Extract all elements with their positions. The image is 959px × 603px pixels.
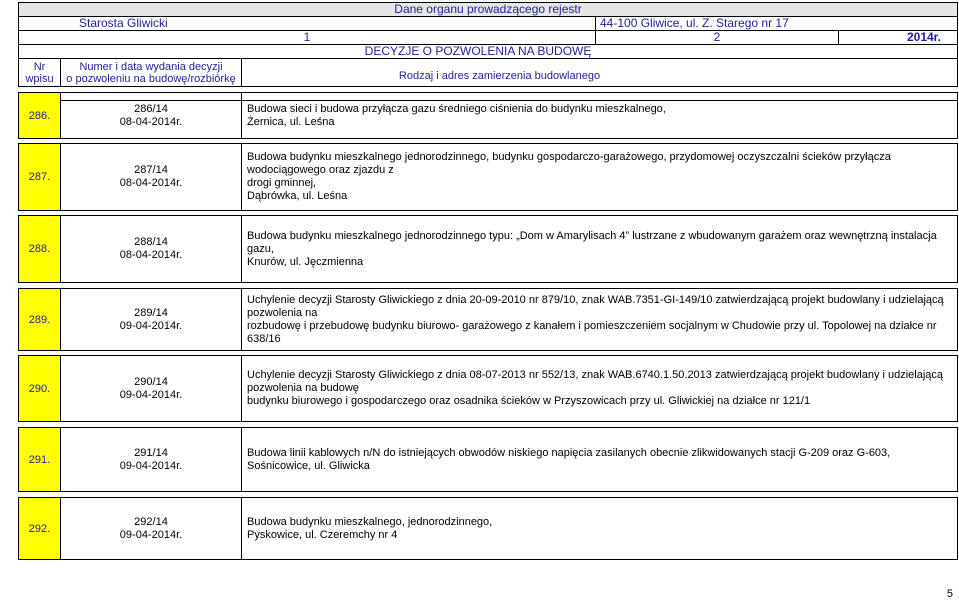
entry-nr: 292. (19, 498, 61, 560)
entry-date: 09-04-2014r. (119, 388, 183, 401)
entry-date: 08-04-2014r. (119, 177, 183, 189)
entry-decision (61, 144, 242, 211)
entry-row (18, 92, 958, 139)
entry-desc-line1: Budowa sieci i budowa przyłącza gazu średniego ciśnienia do budynku mieszkalnego, (247, 102, 666, 115)
entry-date: 09-04-2014r. (119, 319, 183, 332)
entry-description (242, 93, 958, 139)
entry-nr: 290. (19, 356, 61, 422)
entry-row (18, 215, 958, 283)
entry-nr: 288. (19, 216, 61, 283)
entry-decision (61, 428, 242, 492)
entry-desc-line2: drogi gminnej, (247, 177, 317, 189)
entry-desc-line2: Pyskowice, ul. Czeremchy nr 4 (247, 528, 398, 541)
entry-decision (61, 93, 242, 139)
entry-decision (61, 356, 242, 422)
entry-row (18, 355, 958, 422)
entry-date: 08-04-2014r. (119, 249, 183, 261)
entry-desc-line1: Budowa linii kablowych n/N do istniejących obwodów niskiego napięcia zasilanych obecnie zlikwidowanych stacji G-209 oraz G-603, (247, 446, 891, 459)
entry-number: 288/14 (134, 236, 168, 248)
entry-decision (61, 289, 242, 351)
entry-row (18, 288, 958, 351)
entry-number: 289/14 (134, 306, 168, 319)
page-number: 5 (946, 588, 953, 600)
entry-desc-line1: Uchylenie decyzji Starosty Gliwickiego z dnia 20-09-2010 nr 879/10, znak WAB.7351-GI-149/10 zatwierdzającą projekt budowlany i udzielającą pozwolenia na (247, 293, 944, 319)
authority-address: 44-100 Gliwice, ul. Z. Starego nr 17 (596, 17, 958, 31)
entry-number: 290/14 (134, 375, 168, 388)
entry-number: 291/14 (134, 446, 168, 459)
col-header-nr (19, 59, 61, 87)
entry-date: 09-04-2014r. (119, 459, 183, 472)
entry-row (18, 497, 958, 560)
entry-desc-line2: Sośnicowice, ul. Gliwicka (247, 459, 370, 472)
entry-desc-line2: rozbudowę i przebudowę budynku biurowo- garażowego z kanałem i pomieszczeniem socjalnym w Chudowie przy ul. Topolowej na działce nr 638/16 (247, 319, 937, 345)
entry-date: 08-04-2014r. (119, 115, 183, 128)
entry-desc-line2: Knurów, ul. Jęczmienna (247, 255, 364, 268)
register-table (18, 2, 958, 101)
entry-desc-line1: Budowa budynku mieszkalnego jednorodzinnego typu: „Dom w Amarylisach 4” lustrzane z wbudowanym garażem oraz wewnętrzną instalacja gazu, (247, 229, 937, 255)
col-header-nr-line1: Nr (33, 60, 46, 73)
entry-date: 09-04-2014r. (119, 528, 183, 541)
entry-description (242, 498, 958, 560)
authority-name: Starosta Gliwicki (19, 17, 596, 31)
entry-number: 286/14 (134, 102, 168, 115)
entry-nr: 286. (19, 93, 61, 139)
register-title: Dane organu prowadzącego rejestr (19, 3, 958, 17)
column-number-1: 1 (19, 31, 596, 45)
entry-description (242, 356, 958, 422)
entry-desc-line2: budynku biurowego i gospodarczego oraz osadnika ścieków w Przyszowicach przy ul. Gliwickiej na działce nr 121/1 (247, 395, 811, 407)
entry-row (18, 143, 958, 211)
entry-desc-line3: Dąbrówka, ul. Leśna (247, 190, 348, 202)
col-header-nr-line2: wpisu (25, 72, 54, 85)
entry-number: 287/14 (134, 164, 168, 176)
entry-desc-line1: Budowa budynku mieszkalnego jednorodzinnego, budynku gospodarczo-garażowego, przydomowej oczyszczalni ścieków przyłącza wodociągowego oraz zjazdu z (247, 151, 891, 176)
entry-row (18, 427, 958, 492)
entry-desc-line1: Budowa budynku mieszkalnego, jednorodzinnego, (247, 515, 493, 528)
entry-description (242, 144, 958, 211)
entry-nr: 289. (19, 289, 61, 351)
section-title: DECYZJE O POZWOLENIA NA BUDOWĘ (19, 45, 958, 59)
entry-number: 292/14 (134, 515, 168, 528)
entry-desc-line1: Uchylenie decyzji Starosty Gliwickiego z dnia 08-07-2013 nr 552/13, znak WAB.6740.1.50.2013 zatwierdzającą projekt budowlany i udzielającą pozwolenia na budowę (247, 369, 944, 394)
entry-description (242, 428, 958, 492)
col-header-date-line1: Numer i data wydania decyzji (79, 60, 223, 73)
entry-description (242, 216, 958, 283)
entry-description (242, 289, 958, 351)
col-header-date (61, 59, 242, 87)
entry-desc-line2: Żernica, ul. Leśna (247, 115, 335, 128)
entry-nr: 287. (19, 144, 61, 211)
year: 2014r. (839, 31, 958, 45)
col-header-desc: Rodzaj i adres zamierzenia budowlanego (242, 59, 958, 87)
entry-decision (61, 216, 242, 283)
entry-nr: 291. (19, 428, 61, 492)
column-number-2: 2 (596, 31, 839, 45)
col-header-date-line2: o pozwoleniu na budowę/rozbiórkę (66, 72, 236, 85)
entry-decision (61, 498, 242, 560)
